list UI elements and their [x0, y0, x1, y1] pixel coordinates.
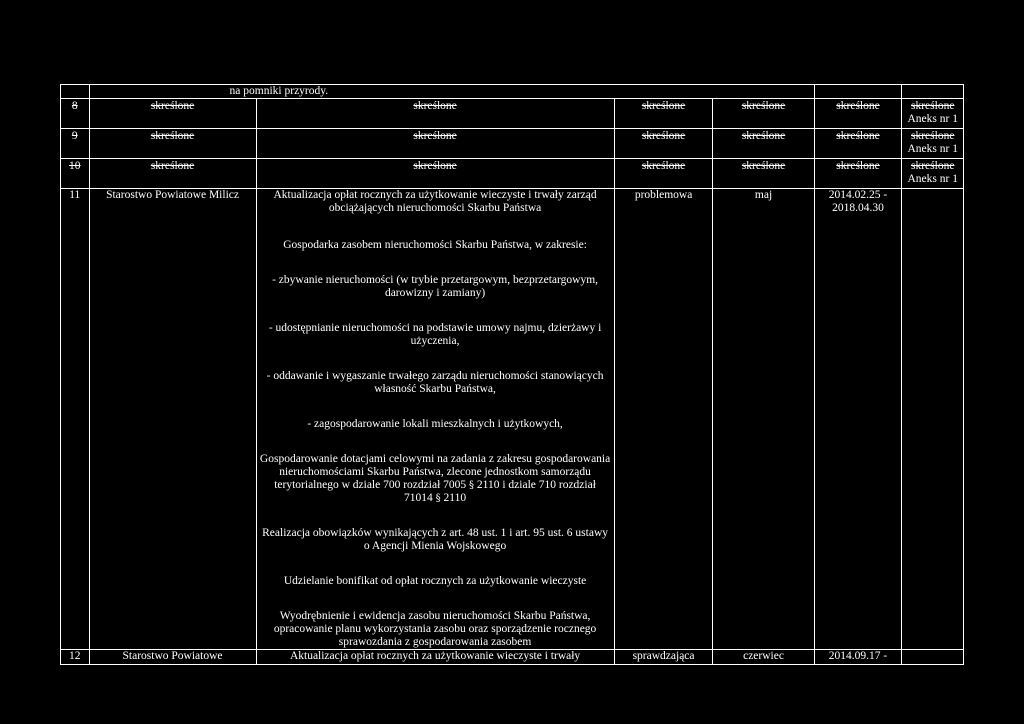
- date-cell: 2014.02.25 - 2018.04.30: [814, 189, 902, 650]
- topic-paragraph: - udostępnianie nieruchomości na podstawie umowy najmu, dzierżawy i użyczenia,: [268, 322, 602, 347]
- topic-paragraph: - zagospodarowanie lokali mieszkalnych i użytkowych,: [307, 418, 563, 430]
- date-cell: [814, 85, 902, 99]
- continuation-text: na pomniki przyrody.: [89, 85, 814, 99]
- unit-cell: skreślone: [89, 159, 256, 189]
- unit-cell: skreślone: [89, 99, 256, 129]
- table-row-continuation: [61, 85, 964, 99]
- topic-cell: skreślone: [256, 99, 614, 129]
- nr-cell: 9: [61, 129, 90, 159]
- notes-cell: [902, 650, 964, 665]
- notes-annex: Aneks nr 1: [907, 173, 958, 185]
- nr-cell: 10: [61, 159, 90, 189]
- topic-cell: [256, 189, 614, 650]
- type-cell: skreślone: [614, 129, 713, 159]
- table-row-deleted: [61, 99, 964, 129]
- topic-cell: skreślone: [256, 129, 614, 159]
- date-cell: skreślone: [814, 99, 902, 129]
- nr-cell: 8: [61, 99, 90, 129]
- topic-cell: skreślone: [256, 159, 614, 189]
- topic-paragraph: Realizacja obowiązków wynikających z art. 48 ust. 1 i art. 95 ust. 6 ustawy o Agencji Mienia Wojskowego: [262, 527, 608, 552]
- date-cell: 2014.09.17 -: [814, 650, 902, 665]
- section-sign: §: [469, 480, 475, 491]
- topic-paragraph: Udzielanie bonifikat od opłat rocznych za użytkowanie wieczyste: [283, 575, 587, 587]
- nr-cell: 12: [61, 650, 90, 665]
- unit-cell: Starostwo Powiatowe: [89, 650, 256, 665]
- topic-paragraph: Gospodarka zasobem nieruchomości Skarbu Państwa, w zakresie:: [283, 239, 587, 251]
- date-cell: skreślone: [814, 129, 902, 159]
- type-cell: problemowa: [614, 189, 713, 650]
- notes-struck: skreślone: [911, 100, 955, 112]
- type-cell: skreślone: [614, 159, 713, 189]
- table-row-deleted: [61, 159, 964, 189]
- topic-paragraph: - zbywanie nieruchomości (w trybie przetargowym, bezprzetargowym, darowizny i zamiany): [272, 274, 599, 299]
- nr-cell: 11: [61, 189, 90, 650]
- notes-cell: [902, 189, 964, 650]
- notes-cell: [902, 129, 964, 159]
- notes-annex: Aneks nr 1: [907, 143, 958, 155]
- date-cell: skreślone: [814, 159, 902, 189]
- topic-paragraph-dotacje: [260, 453, 611, 505]
- unit-cell: skreślone: [89, 129, 256, 159]
- month-cell: skreślone: [713, 129, 814, 159]
- control-plan-table: [60, 84, 964, 665]
- nr-cell: [61, 85, 90, 99]
- dotacje-text-1: Gospodarowanie dotacjami celowymi na zadania z zakresu gospodarowania nieruchomościami Skarbu Państwa, zlecone jednostkom samorządu terytorialnego w dziale 700 rozdział 7005: [259, 453, 611, 491]
- topic-cell: Aktualizacja opłat rocznych za użytkowanie wieczyste i trwały: [256, 650, 614, 665]
- table-row-11: [61, 189, 964, 650]
- topic-paragraph: Wyodrębnienie i ewidencja zasobu nieruchomości Skarbu Państwa, opracowanie planu wykorzystania zasobu oraz sporządzenie rocznego sprawozdania z gospodarowania zasobem: [273, 610, 597, 648]
- notes-struck: skreślone: [911, 130, 955, 142]
- month-cell: czerwiec: [713, 650, 814, 665]
- type-cell: skreślone: [614, 99, 713, 129]
- table-row-deleted: [61, 129, 964, 159]
- notes-struck: skreślone: [911, 160, 955, 172]
- topic-paragraph: Aktualizacja opłat rocznych za użytkowanie wieczyste i trwały zarząd obciążających nieruchomości Skarbu Państwa: [273, 189, 597, 214]
- notes-cell: [902, 159, 964, 189]
- type-cell: sprawdzająca: [614, 650, 713, 665]
- dotacje-text-2: 2110 i dziale 710 rozdział 71014: [404, 479, 596, 504]
- month-cell: maj: [713, 189, 814, 650]
- notes-annex: Aneks nr 1: [907, 113, 958, 125]
- month-cell: skreślone: [713, 159, 814, 189]
- section-sign: §: [435, 493, 441, 504]
- month-cell: skreślone: [713, 99, 814, 129]
- dotacje-text-3: 2110: [443, 492, 467, 504]
- notes-cell: [902, 99, 964, 129]
- notes-cell: [902, 85, 964, 99]
- table-row-12: [61, 650, 964, 665]
- topic-paragraph: - oddawanie i wygaszanie trwałego zarządu nieruchomości stanowiących własność Skarbu Państwa,: [266, 370, 604, 395]
- unit-cell: Starostwo Powiatowe Milicz: [89, 189, 256, 650]
